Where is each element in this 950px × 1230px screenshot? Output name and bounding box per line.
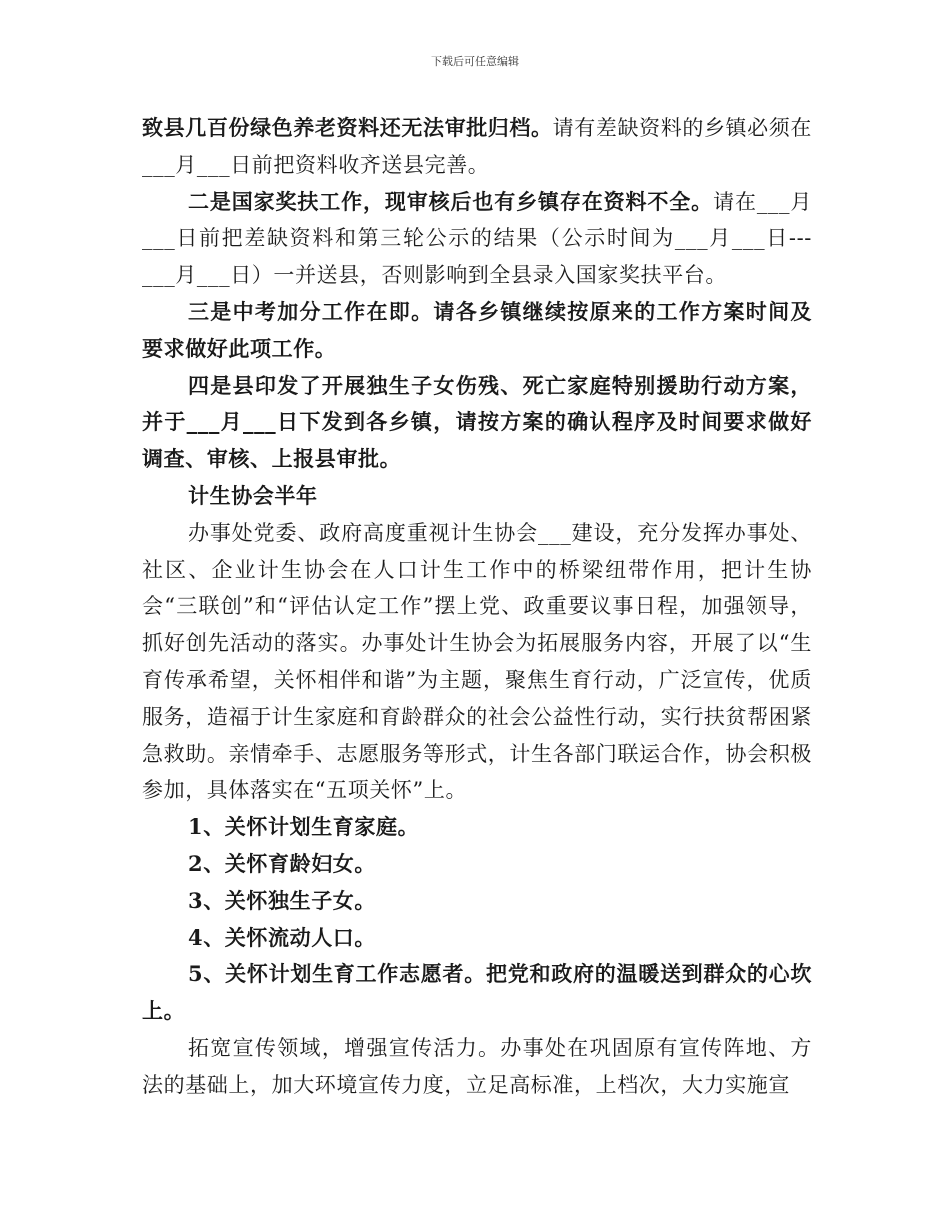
paragraph-12: 拓宽宣传领域，增强宣传活力。办事处在巩固原有宣传阵地、方法的基础上，加大环境宣传力度，立足高标准，上档次，大力实施宣	[142, 1035, 812, 1097]
paragraph-2-text: 请在___月___日前把差缺资料和第三轮公示的结果（公示时间为___月___日---___月___日）一并送县，否则影响到全县录入国家奖扶平台。	[142, 189, 812, 288]
page-header: 下载后可任意编辑	[431, 55, 519, 68]
list-item-1: 1、关怀计划生育家庭。	[188, 814, 420, 840]
list-item-2: 2、关怀育龄妇女。	[188, 850, 377, 876]
paragraph-1-bold: 致县几百份绿色养老资料还无法审批归档。	[142, 115, 553, 140]
list-item-3: 3、关怀独生子女。	[188, 887, 377, 913]
paragraph-3: 三是中考加分工作在即。请各乡镇继续按原来的工作方案时间及要求做好此项工作。	[142, 298, 812, 361]
list-item-5: 5、关怀计划生育工作志愿者。把党和政府的温暖送到群众的心坎上。	[142, 961, 812, 1024]
paragraph-1-text: 请有差缺资料的乡镇必须在___月___日前把资料收齐送县完善。	[142, 116, 812, 177]
paragraph-6: 办事处党委、政府高度重视计生协会___建设，充分发挥办事处、社区、企业计生协会在人口计生工作中的桥梁纽带作用，把计生协会“三联创”和“评估认定工作”摆上党、政重要议事日程，加强领导，抓好创先活动的落实。办事处计生协会为拓展服务内容，开展了以“生育传承希望，关怀相伴和谐”为主题，聚焦生育行动，广泛宣传，优质服务，造福于计生家庭和育龄群众的社会公益性行动，实行扶贫帮困紧急救助。亲情牵手、志愿服务等形式，计生各部门联运合作，协会积极参加，具体落实在“五项关怀”上。	[142, 520, 812, 803]
paragraph-2	[142, 184, 812, 294]
document-body	[142, 110, 812, 1104]
section-heading: 计生协会半年	[188, 482, 318, 508]
list-item-4: 4、关怀流动人口。	[188, 924, 377, 950]
paragraph-2-bold: 二是国家奖扶工作，现审核后也有乡镇存在资料不全。	[188, 188, 714, 214]
paragraph-4: 四是县印发了开展独生子女伤残、死亡家庭特别援助行动方案，并于___月___日下发到各乡镇，请按方案的确认程序及时间要求做好调查、审核、上报县审批。	[142, 372, 812, 472]
paragraph-1	[142, 110, 812, 184]
